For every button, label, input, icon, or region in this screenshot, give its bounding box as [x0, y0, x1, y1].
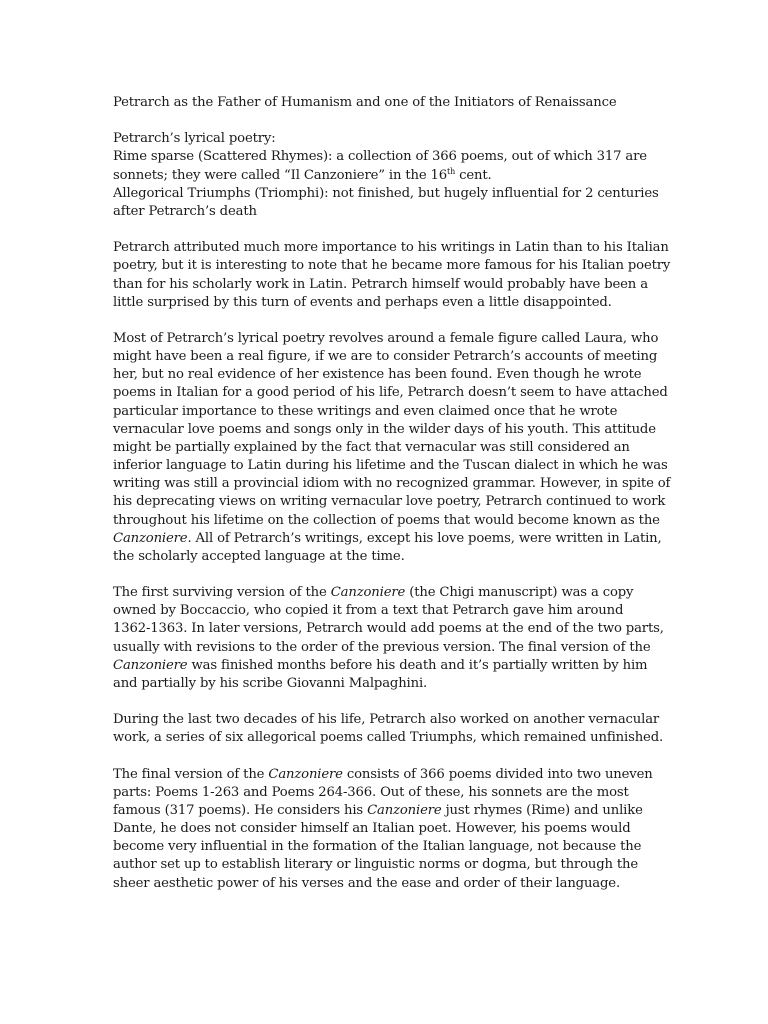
paragraph-latin-importance	[113, 239, 671, 312]
text-line: 1362-1363. In later versions, Petrarch would add poems at the end of the two parts,	[113, 621, 664, 637]
text-line: Canzoniere. All of Petrarch’s writings, except his love poems, were written in Latin,	[113, 530, 662, 546]
text-line: little surprised by this turn of events and perhaps even a little disappointed.	[113, 294, 612, 310]
document-body	[113, 94, 671, 893]
text-line: parts: Poems 1-263 and Poems 264-366. Out of these, his sonnets are the most	[113, 784, 629, 800]
text-line: than for his scholarly work in Latin. Petrarch himself would probably have been a	[113, 276, 648, 292]
text-line: and partially by his scribe Giovanni Malpaghini.	[113, 675, 428, 691]
lyrical-poetry-section	[113, 130, 661, 221]
text-line: throughout his lifetime on the collection of poems that would become known as the	[113, 512, 660, 528]
paragraph-final-version	[113, 766, 661, 893]
superscript: th	[447, 166, 456, 176]
text-line: sheer aesthetic power of his verses and the ease and order of their language.	[113, 875, 620, 891]
document-title: Petrarch as the Father of Humanism and one of the Initiators of Renaissance	[113, 95, 617, 110]
text-line: Canzoniere was finished months before his death and it’s partially written by him	[113, 657, 648, 673]
text-line: the scholarly accepted language at the time.	[113, 548, 405, 564]
text-line: inferior language to Latin during his lifetime and the Tuscan dialect in which he was	[113, 458, 668, 474]
text-line: his deprecating views on writing vernacular love poetry, Petrarch continued to work	[113, 494, 666, 510]
text-line: become very influential in the formation of the Italian language, not because the	[113, 839, 642, 855]
text-line: might have been a real figure, if we are to consider Petrarch’s accounts of meeting	[113, 349, 658, 365]
text-line: The first surviving version of the Canzoniere (the Chigi manuscript) was a copy	[113, 585, 634, 601]
paragraph-triumphs	[113, 711, 664, 747]
text-line: poetry, but it is interesting to note that he became more famous for his Italian poetry	[113, 258, 671, 274]
text-line: vernacular love poems and songs only in the wilder days of his youth. This attitude	[113, 421, 656, 437]
text-line: after Petrarch’s death	[113, 203, 257, 219]
text-line: owned by Boccaccio, who copied it from a text that Petrarch gave him around	[113, 603, 624, 619]
paragraph-first-version	[113, 584, 664, 693]
text-line: usually with revisions to the order of the previous version. The final version of the	[113, 639, 651, 655]
text-line: work, a series of six allegorical poems called Triumphs, which remained unfinished.	[113, 730, 664, 746]
text-line: Allegorical Triumphs (Triomphi): not finished, but hugely influential for 2 centuries	[113, 185, 659, 201]
text-line: might be partially explained by the fact that vernacular was still considered an	[113, 439, 630, 455]
lyrical-heading: Petrarch’s lyrical poetry:	[113, 131, 276, 147]
text-line: famous (317 poems). He considers his Canzoniere just rhymes (Rime) and unlike	[113, 803, 643, 818]
text-line: writing was still a provincial idiom with no recognized grammar. However, in spite of	[113, 476, 671, 492]
text-line: her, but no real evidence of her existence has been found. Even though he wrote	[113, 367, 642, 383]
text-line: During the last two decades of his life, Petrarch also worked on another vernacular	[113, 712, 660, 728]
text-line: sonnets; they were called “Il Canzoniere” in the 16th cent.	[113, 166, 492, 183]
text-line: author set up to establish literary or linguistic norms or dogma, but through the	[113, 857, 639, 873]
text-line: Dante, he does not consider himself an Italian poet. However, his poems would	[113, 821, 631, 837]
text-line: The final version of the Canzoniere consists of 366 poems divided into two uneven	[113, 766, 653, 782]
paragraph-laura	[113, 330, 671, 566]
text-line: poems in Italian for a good period of his life, Petrarch doesn’t seem to have attached	[113, 385, 668, 401]
text-line: Rime sparse (Scattered Rhymes): a collection of 366 poems, out of which 317 are	[113, 149, 647, 165]
text-line: Most of Petrarch’s lyrical poetry revolves around a female figure called Laura, who	[113, 330, 659, 346]
text-line: particular importance to these writings and even claimed once that he wrote	[113, 403, 618, 419]
text-line: Petrarch attributed much more importance to his writings in Latin than to his Italian	[113, 240, 669, 256]
